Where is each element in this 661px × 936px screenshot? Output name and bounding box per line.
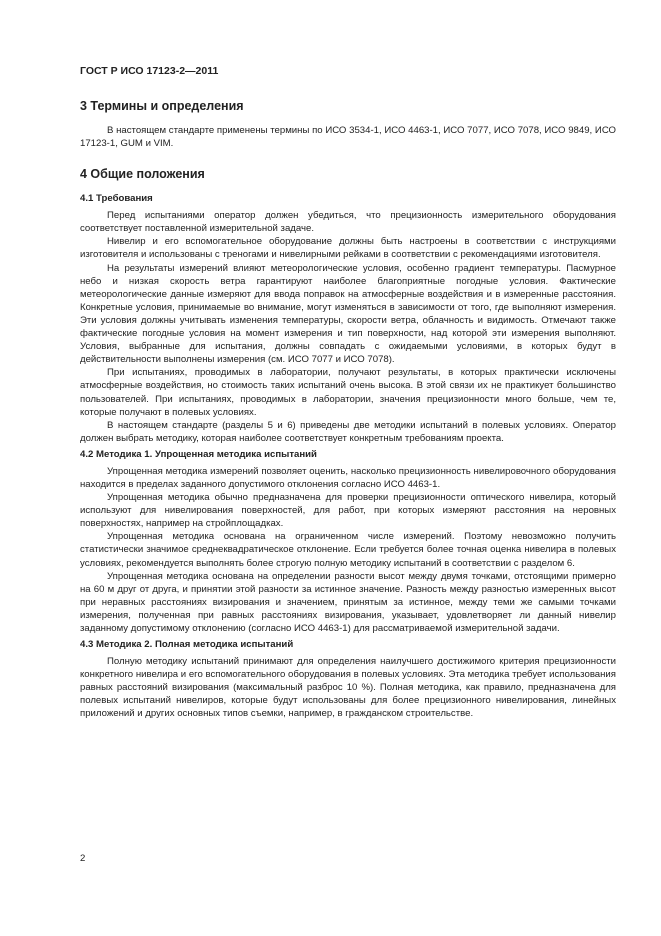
- paragraph: Упрощенная методика основана на ограниченном числе измерений. Поэтому невозможно получить статистически значимое среднеквадратическое отклонение. Если требуется более точная оценка нивелира в полевых условиях, рекомендуется выполнять более строгую полную методику испытаний в соответствии с разделом 6.: [80, 531, 616, 569]
- document-header: ГОСТ Р ИСО 17123-2—2011: [80, 65, 219, 77]
- subsection-4-2-heading: 4.2 Методика 1. Упрощенная методика испытаний: [80, 448, 317, 460]
- paragraph: На результаты измерений влияют метеорологические условия, особенно градиент температуры. Пасмурное небо и низкая скорость ветра гарантируют наиболее благоприятные погодные условия. Фактические метеорологические данные измеряют для ввода поправок на атмосферные воздействия и в измеренные расстояния. Конкретные условия, принимаемые во внимание, могут изменяться в зависимости от того, где выполняют измерения. Эти условия должны учитывать изменения температуры, скорости ветра, облачность и видимость. Отмечают также фактические погодные условия на момент измерения и тип поверхности, над которой эти измерения выполняют. Условия, выбранные для испытания, должны совпадать с ожидаемыми условиями, в которых будут в действительности выполнены измерения (см. ИСО 7077 и ИСО 7078).: [80, 262, 616, 366]
- section-3-heading: 3 Термины и определения: [80, 99, 244, 113]
- paragraph: В настоящем стандарте (разделы 5 и 6) приведены две методики испытаний в полевых условиях. Оператор должен выбрать методику, которая наиболее соответствует конкретным требованиям проекта.: [80, 419, 616, 444]
- paragraph: Перед испытаниями оператор должен убедиться, что прецизионность измерительного оборудования соответствует поставленной измерительной задаче.: [80, 210, 616, 235]
- document-body: [80, 92, 616, 721]
- paragraph: При испытаниях, проводимых в лаборатории, получают результаты, в которых практически исключены атмосферные воздействия, но стоимость таких испытаний очень высока. В этой связи их не практикует большинство пользователей. При испытаниях, проводимых в лаборатории, значения прецизионности много больше, чем те, которые получают в полевых условиях.: [80, 367, 616, 418]
- paragraph: Полную методику испытаний принимают для определения наилучшего достижимого критерия прецизионности конкретного нивелира и его вспомогательного оборудования в полевых условиях. Эта методика требует использования равных расстояний визирования (максимальный разброс 10 %). Полная методика, как правило, предназначена для полевых испытаний нивелиров, которые будут использованы для более прецизионного нивелирования, линейных приложений и других основных типов съемки, например, в гражданском строительстве.: [80, 656, 616, 720]
- paragraph: Нивелир и его вспомогательное оборудование должны быть настроены в соответствии с инструкциями изготовителя и использованы с треногами и нивелирными рейками в соответствии с рекомендациями изготовителя.: [80, 236, 616, 261]
- subsection-4-1-heading: 4.1 Требования: [80, 193, 153, 205]
- paragraph: Упрощенная методика измерений позволяет оценить, насколько прецизионность нивелировочного оборудования находится в пределах заданного допустимого отклонения согласно ИСО 4463-1.: [80, 465, 616, 490]
- section-4-heading: 4 Общие положения: [80, 167, 205, 182]
- page-number: 2: [80, 853, 86, 864]
- subsection-4-3-heading: 4.3 Методика 2. Полная методика испытаний: [80, 639, 294, 651]
- paragraph: Упрощенная методика основана на определении разности высот между двумя точками, отстоящими примерно на 60 м друг от друга, и принятии этой разности за истинное значение. Разность между разностью измеренных высот при неравных расстояниях визирования и значением, принятым за истинное, между теми же самыми точками измерения, полученная при равных расстояниях визирования, указывает, удовлетворяет ли данный нивелир заданному допустимому отклонению (согласно ИСО 4463-1) для рассматриваемой измерительной задачи.: [80, 570, 616, 634]
- paragraph: В настоящем стандарте применены термины по ИСО 3534-1, ИСО 4463-1, ИСО 7077, ИСО 7078, ИСО 9849, ИСО 17123-1, GUM и VIM.: [80, 125, 616, 150]
- paragraph: Упрощенная методика обычно предназначена для проверки прецизионности оптического нивелира, который используют для нивелирования поверхностей, для работ, при которых измеряют расстояния на неровных поверхностях, например на стройплощадках.: [80, 492, 616, 530]
